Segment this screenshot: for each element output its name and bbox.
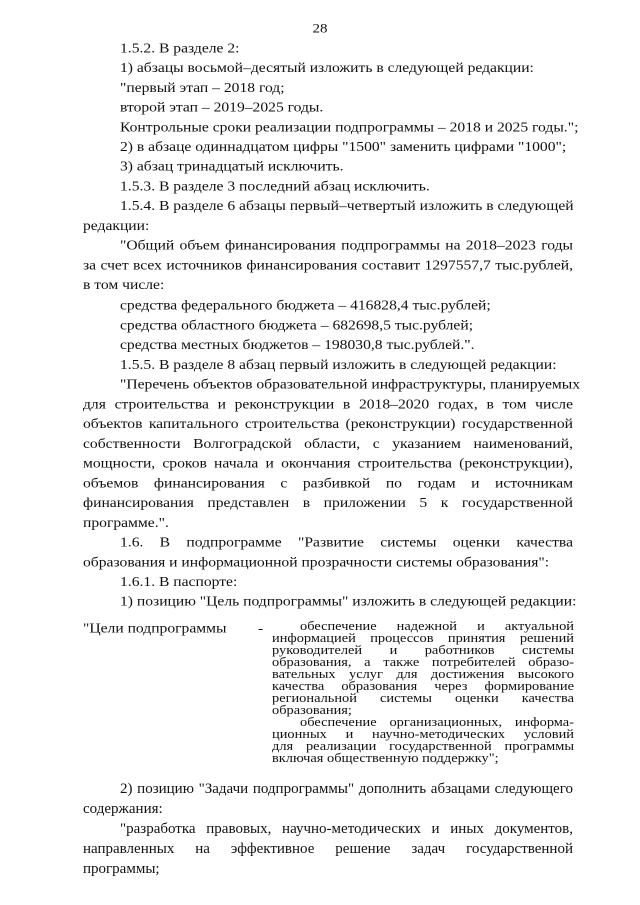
paragraph-line: средства местных бюджетов – 198030,8 тыс.рублей.". <box>120 338 475 353</box>
paragraph-line: объектов капитального строительства (реконструкции) государственной <box>83 416 573 432</box>
paragraph-line: программы; <box>83 861 160 877</box>
paragraph-line: 2) позицию "Задачи подпрограммы" дополнить абзацами следующего <box>120 781 573 797</box>
paragraph-line: 1.6.1. В паспорте: <box>120 574 238 590</box>
paragraph-line: 1.5.3. В разделе 3 последний абзац исключить. <box>120 179 430 194</box>
paragraph-line: образования и информационной прозрачности системы образования": <box>83 555 550 570</box>
table-cell-line: образования; <box>272 703 352 718</box>
table-cell-line: руководителей и работников системы <box>272 643 574 658</box>
paragraph-line: направленных на эффективное решение задач государственной <box>83 841 573 857</box>
table-cell-line: обеспечение надежной и актуальной <box>300 619 574 634</box>
paragraph-line: "Общий объем финансирования подпрограммы на 2018–2023 годы <box>120 238 573 254</box>
paragraph-line: мощности, сроков начала и окончания строительства (реконструкции), <box>83 456 573 472</box>
paragraph-line: "разработка правовых, научно-методических и иных документов, <box>120 821 573 837</box>
table-dash: - <box>258 621 264 636</box>
table-cell-line: включая общественную поддержку"; <box>272 751 499 766</box>
paragraph-line: собственности Волгоградской области, с указанием наименований, <box>83 436 573 452</box>
paragraph-line: содержания: <box>83 801 163 817</box>
table-cell-line: для реализации государственной программы <box>272 739 574 754</box>
table-label: "Цели подпрограммы <box>83 621 227 636</box>
paragraph-line: второй этап – 2019–2025 годы. <box>120 100 324 115</box>
paragraph-line: Контрольные сроки реализации подпрограммы – 2018 и 2025 годы."; <box>120 120 579 135</box>
paragraph-line: за счет всех источников финансирования составит 1297557,7 тыс.рублей, <box>83 258 573 273</box>
paragraph-line: 2) в абзаце одиннадцатом цифры "1500" заменить цифрами "1000"; <box>120 139 567 155</box>
paragraph-line: 1.6. В подпрограмме "Развитие системы оценки качества <box>120 535 573 550</box>
table-cell-line: обеспечение организационных, информа- <box>300 715 574 730</box>
paragraph-line: 1.5.2. В разделе 2: <box>120 41 240 56</box>
table-cell-line: вательных услуг для достижения высокого <box>272 667 574 682</box>
page-number: 28 <box>312 22 328 37</box>
table-cell-line: информацией процессов принятия решений <box>272 631 574 646</box>
paragraph-line: "первый этап – 2018 год; <box>120 80 285 96</box>
paragraph-line: редакции: <box>83 218 150 234</box>
paragraph-line: программе.". <box>83 515 169 531</box>
paragraph-line: в том числе: <box>83 277 165 293</box>
paragraph-line: 1.5.5. В разделе 8 абзац первый изложить в следующей редакции: <box>120 357 557 373</box>
paragraph-line: 1) позицию "Цель подпрограммы" изложить в следующей редакции: <box>120 594 577 610</box>
paragraph-line: средства областного бюджета – 682698,5 тыс.рублей; <box>120 318 474 333</box>
paragraph-line: 3) абзац тринадцатый исключить. <box>120 159 344 175</box>
table-cell-line: качества образования через формирование <box>272 679 574 694</box>
table-cell-line: региональной системы оценки качества <box>272 691 574 706</box>
paragraph-line: объемов финансирования с разбивкой по годам и источникам <box>83 476 573 491</box>
table-cell-line: ционных и научно-методических условий <box>272 727 574 742</box>
paragraph-line: 1.5.4. В разделе 6 абзацы первый–четвертый изложить в следующей <box>120 199 574 214</box>
paragraph-line: средства федерального бюджета – 416828,4 тыс.рублей; <box>120 298 491 314</box>
paragraph-line: 1) абзацы восьмой–десятый изложить в следующей редакции: <box>120 60 534 76</box>
paragraph-line: для строительства и реконструкции в 2018–2020 годах, в том числе <box>83 397 573 412</box>
paragraph-line: финансирования представлен в приложении 5 к государственной <box>83 495 573 511</box>
paragraph-line: "Перечень объектов образовательной инфраструктуры, планируемых <box>120 377 581 393</box>
table-cell-line: образования, а также потребителей образо- <box>272 655 574 670</box>
